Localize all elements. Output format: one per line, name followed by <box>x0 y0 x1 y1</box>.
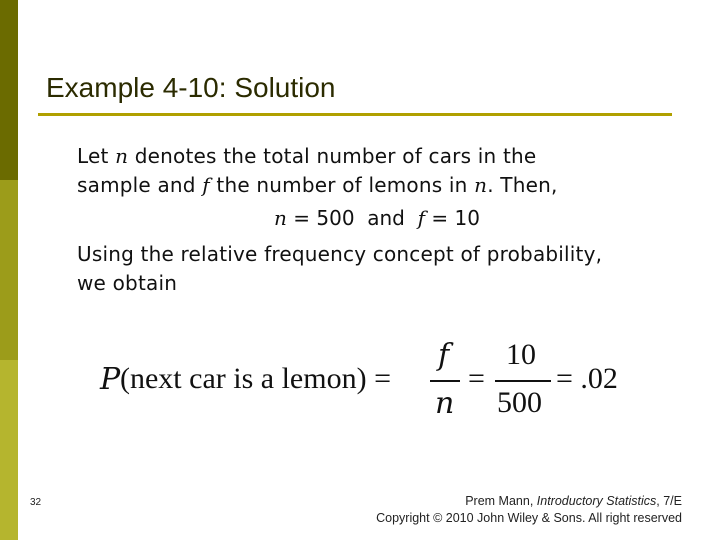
footer-copyright: Copyright © 2010 John Wiley & Sons. All right reserved <box>376 511 682 525</box>
var-n: n <box>474 173 488 197</box>
fraction-1-denominator: n <box>435 386 455 421</box>
formula-equals: = <box>468 362 485 395</box>
book-title: Introductory Statistics <box>536 494 657 508</box>
formula-p: P <box>100 362 121 397</box>
fraction-2-denominator: 500 <box>497 386 542 419</box>
footer-citation <box>376 493 682 527</box>
sidebar-decoration <box>0 0 18 540</box>
formula-result: = .02 <box>556 362 618 395</box>
given-values-equation: n = 500 and f = 10 <box>274 206 480 230</box>
slide-title: Example 4-10: Solution <box>46 72 336 103</box>
sidebar-block-mid <box>0 180 18 360</box>
fraction-1-numerator: f <box>438 338 450 373</box>
body-line-1: Let n denotes the total number of cars in the <box>77 144 537 168</box>
sidebar-block-light <box>0 360 18 540</box>
var-f: f <box>202 173 210 197</box>
body-line-2: sample and f the number of lemons in n. Then, <box>77 173 558 197</box>
fraction-2-bar <box>495 380 551 382</box>
body-line-5: we obtain <box>77 271 178 295</box>
page-number: 32 <box>30 497 42 508</box>
body-line-4: Using the relative frequency concept of probability, <box>77 242 603 266</box>
fraction-2-numerator: 10 <box>506 338 536 371</box>
var-f: f <box>417 206 425 230</box>
title-underline <box>38 113 672 116</box>
sidebar-block-dark <box>0 0 18 180</box>
fraction-1-bar <box>430 380 460 382</box>
formula-lhs: (next car is a lemon) = <box>120 362 391 395</box>
var-n: n <box>115 144 129 168</box>
footer-book-line: Prem Mann, Introductory Statistics, 7/E <box>465 494 682 508</box>
var-n: n <box>274 206 287 230</box>
